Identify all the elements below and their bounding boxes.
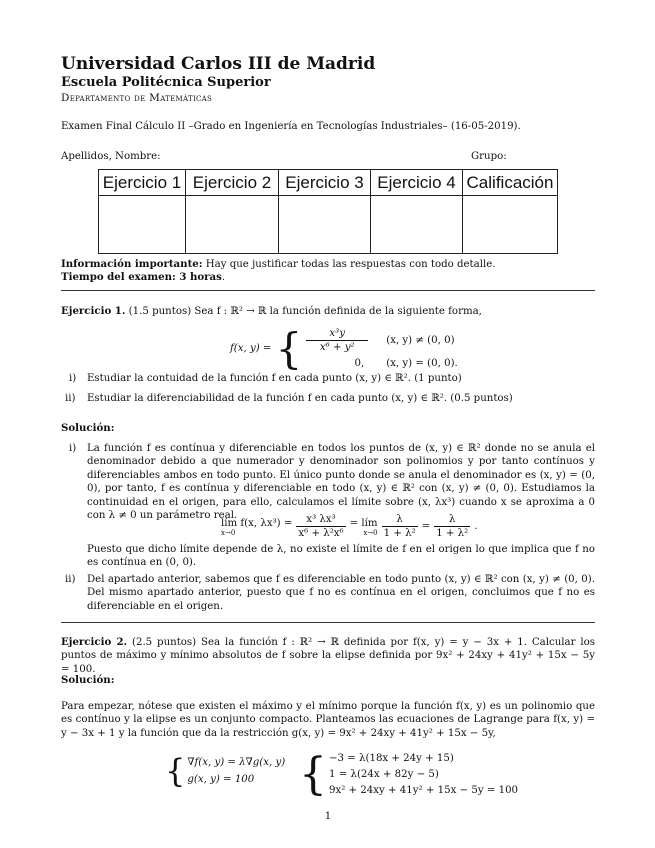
time-end: . — [221, 272, 226, 284]
grade-cell-total[interactable] — [463, 196, 558, 254]
grade-cell-ex2[interactable] — [186, 196, 279, 254]
page-number: 1 — [324, 811, 332, 822]
limit-mid — [350, 517, 378, 537]
left-brace: { — [299, 749, 327, 800]
grade-header-ex1: Ejercicio 1 — [99, 170, 186, 196]
case1-denominator: x⁶ + y² — [319, 342, 355, 354]
case1-fraction — [306, 327, 368, 355]
name-label: Apellidos, Nombre: — [61, 151, 161, 162]
item-text: Estudiar la contuidad de la función f en cada punto (x, y) ∈ ℝ². (1 punto) — [87, 373, 462, 384]
school-title: Escuela Politécnica Superior — [61, 75, 271, 90]
time-label: Tiempo del examen: 3 horas — [61, 271, 222, 284]
grade-header-ex2: Ejercicio 2 — [186, 170, 279, 196]
limit-end: . — [474, 521, 478, 533]
expanded-lines — [329, 751, 518, 799]
case1-condition: (x, y) ≠ (0, 0) — [386, 335, 455, 347]
case2-value: 0, — [354, 357, 365, 369]
exam-title: Examen Final Cálculo II –Grado en Ingeniería en Tecnologías Industriales– (16-05-2019). — [61, 121, 521, 132]
lagrange-lines — [187, 754, 285, 788]
exercise1-title: Ejercicio 1. — [61, 305, 126, 317]
divider — [61, 622, 595, 623]
solution2-paragraph: Para empezar, nótese que existen el máximo y el mínimo porque la función f(x, y) es un polinomio que es contínuo y la elipse es un conjunto compacto. Planteamos las ecuaciones de Lagrange para f(x, y) = y − 3x + 1 y la función que da la restricción g(x, y) = 9x² + 24xy + 41y² + 15x − 5y, — [61, 701, 595, 739]
function-lhs: f(x, y) = — [230, 342, 272, 354]
lagrange-line: ∇f(x, y) = λ∇g(x, y) — [187, 757, 286, 768]
grade-cell-ex1[interactable] — [99, 196, 186, 254]
exercise2-title: Ejercicio 2. — [61, 636, 128, 648]
university-title: Universidad Carlos III de Madrid — [61, 54, 376, 74]
solution1-i-text2: Puesto que dicho límite depende de λ, no existe el límite de f en el origen lo que implica que f no es contínua en (0, 0). — [87, 544, 595, 569]
divider — [61, 290, 595, 291]
item-text: Estudiar la diferenciabilidad de la función f en cada punto (x, y) ∈ ℝ². (0.5 puntos) — [87, 393, 513, 404]
important-text: Hay que justificar todas las respuestas con todo detalle. — [202, 259, 496, 270]
expanded-line: 1 = λ(24x + 82y − 5) — [329, 769, 439, 780]
limit-subscript: x→0 — [221, 529, 236, 538]
limit-lhs-text: lím f(x, λx³) = — [221, 517, 293, 529]
grade-cell-ex3[interactable] — [279, 196, 371, 254]
exercise1-statement — [61, 305, 595, 318]
piecewise-function — [230, 323, 478, 373]
grade-header-ex3: Ejercicio 3 — [279, 170, 371, 196]
grade-header-ex4: Ejercicio 4 — [371, 170, 463, 196]
exercise2-statement — [61, 636, 595, 676]
case2-condition: (x, y) = (0, 0). — [386, 357, 458, 369]
grade-cell-ex4[interactable] — [371, 196, 463, 254]
limit-mid-text: = lím — [349, 517, 378, 529]
limit-fraction-3 — [434, 513, 470, 541]
left-brace: { — [165, 752, 186, 790]
limit-frac3-den: 1 + λ² — [436, 528, 469, 540]
solution1-heading: Solución: — [61, 422, 115, 434]
limit-frac1-den: x⁶ + λ²x⁶ — [298, 528, 344, 540]
limit-frac1-num: x³ λx³ — [296, 513, 345, 527]
lagrange-system — [165, 751, 285, 791]
expanded-line: −3 = λ(18x + 24y + 15) — [329, 753, 454, 764]
item-label: ii) — [65, 393, 76, 404]
cases — [306, 327, 478, 370]
solution1-ii-text: Del apartado anterior, sabemos que f es diferenciable en todo punto (x, y) ∈ ℝ² con (x, y) ≠ (0, 0). Del mismo apartado anterior, puesto que f no es contínua en el origen, concluimos que f no es diferenciable en el origen. — [87, 574, 595, 612]
item-label: i) — [69, 373, 77, 384]
important-info — [61, 258, 595, 285]
expanded-system — [299, 751, 518, 799]
lagrange-line: g(x, y) = 100 — [187, 774, 255, 785]
limit-lhs — [221, 517, 292, 537]
limit-frac2-num: λ — [382, 513, 418, 527]
group-label: Grupo: — [471, 151, 507, 162]
expanded-line: 9x² + 24xy + 41y² + 15x − 5y = 100 — [329, 785, 519, 796]
case1-numerator: x³y — [306, 327, 368, 341]
exercise1-text: (1.5 puntos) Sea f : ℝ² → ℝ la función definida de la siguiente forma, — [125, 306, 482, 317]
limit-frac3-num: λ — [434, 513, 470, 527]
limit-fraction-2 — [382, 513, 418, 541]
limit-fraction-1 — [296, 513, 345, 541]
exercise2-text: (2.5 puntos) Sea la función f : ℝ² → ℝ definida por f(x, y) = y − 3x + 1. Calcular los puntos de máximo y mínimo absolutos de f sobre la elipse definida por 9x² + 24xy + 41y² + 15x − 5y = 100. — [61, 637, 595, 675]
important-label: Información importante: — [61, 258, 203, 270]
solution2-heading: Solución: — [61, 674, 115, 686]
department-title: Departamento de Matemáticas — [61, 92, 213, 104]
limit-equals: = — [421, 521, 431, 533]
limit-frac2-den: 1 + λ² — [383, 528, 416, 540]
grade-header-total: Calificación — [463, 170, 558, 196]
limit-equation — [221, 513, 477, 541]
limit-mid-subscript: x→0 — [363, 529, 378, 538]
grade-table — [98, 169, 558, 254]
solution1-i-text: La función f es contínua y diferenciable en todos los puntos de (x, y) ∈ ℝ² donde no se anula el denominador debido a que numerador y denominador son polinomios y por tanto contínuos y diferenciables ambos en todo punto. El único punto donde se anula el denominador es (x, y) = (0, 0), por tanto, f es contínua y diferenciable en todo (x, y) ∈ ℝ² con (x, y) ≠ (0, 0). Estudiamos la continuidad en el origen, para ello, calculamos el límite sobre (x, λx³) cuando x se aproxima a 0 con λ ≠ 0 un parámetro real. — [87, 443, 595, 522]
item-label: ii) — [65, 574, 76, 585]
left-brace: { — [275, 323, 303, 373]
item-label: i) — [69, 443, 77, 454]
